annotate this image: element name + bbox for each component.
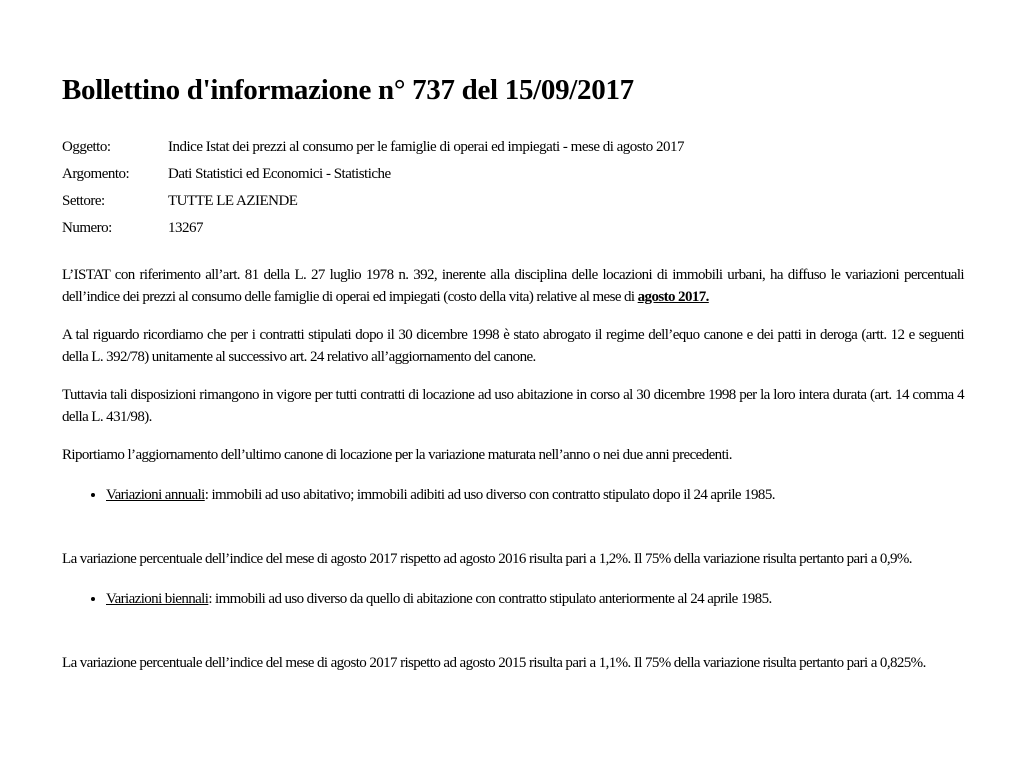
bullet-variazioni-biennali — [106, 588, 964, 610]
paragraph-text: La variazione percentuale dell’indice del mese di agosto 2017 rispetto ad agosto 2015 risulta pari a 1,1%. Il 75% della variazione risulta pertanto pari a 0,825%. — [62, 654, 926, 671]
paragraph-equo-canone — [62, 324, 964, 368]
bullet-list-biennali — [62, 588, 964, 610]
paragraph-istat-intro — [62, 264, 964, 308]
bullet-variazioni-annuali — [106, 484, 964, 506]
meta-value: Indice Istat dei prezzi al consumo per le famiglie di operai ed impiegati - mese di agosto 2017 — [168, 138, 685, 155]
meta-label: Settore: — [62, 192, 105, 209]
paragraph-variazione-annuale — [62, 548, 964, 570]
paragraph-text: Tuttavia tali disposizioni rimangono in vigore per tutti contratti di locazione ad uso abitazione in corso al 30 dicembre 1998 per la loro intera durata (art. 14 comma 4 della L. 431/98). — [62, 386, 964, 425]
page-title: Bollettino d'informazione n° 737 del 15/09/2017 — [62, 74, 634, 106]
meta-value: 13267 — [168, 219, 203, 236]
bullet-list-annuali — [62, 484, 964, 506]
paragraph-text: Riportiamo l’aggiornamento dell’ultimo canone di locazione per la variazione maturata nell’anno o nei due anni precedenti. — [62, 446, 732, 463]
bullet-term: Variazioni biennali — [106, 590, 209, 607]
meta-block — [62, 134, 964, 242]
paragraph-text: A tal riguardo ricordiamo che per i contratti stipulati dopo il 30 dicembre 1998 è stato abrogato il regime dell’equo canone e dei patti in deroga (artt. 12 e seguenti della L. 392/78) unitamente al successivo art. 24 relativo all’aggiornamento del canone. — [62, 326, 964, 365]
meta-label: Numero: — [62, 219, 112, 236]
paragraph-text: L’ISTAT con riferimento all’art. 81 della L. 27 luglio 1978 n. 392, inerente alla disciplina delle locazioni di immobili urbani, ha diffuso le variazioni percentuali dell’indice dei prezzi al consumo delle famiglie di operai ed impiegati (costo della vita) relative al mese di — [62, 266, 964, 305]
bullet-term: Variazioni annuali — [106, 486, 205, 503]
body-text — [62, 264, 964, 674]
paragraph-disposizioni — [62, 384, 964, 428]
highlight-agosto-2017: agosto 2017. — [637, 288, 709, 305]
meta-label: Argomento: — [62, 165, 130, 182]
meta-value: TUTTE LE AZIENDE — [168, 192, 298, 209]
bullet-text: : immobili ad uso diverso da quello di abitazione con contratto stipulato anteriormente al 24 aprile 1985. — [208, 590, 772, 607]
paragraph-text: La variazione percentuale dell’indice del mese di agosto 2017 rispetto ad agosto 2016 risulta pari a 1,2%. Il 75% della variazione risulta pertanto pari a 0,9%. — [62, 550, 912, 567]
meta-row-numero — [62, 215, 964, 242]
paragraph-variazione-biennale — [62, 652, 964, 674]
meta-row-oggetto — [62, 134, 964, 161]
meta-label: Oggetto: — [62, 138, 111, 155]
meta-row-settore — [62, 188, 964, 215]
meta-value: Dati Statistici ed Economici - Statistiche — [168, 165, 391, 182]
bullet-text: : immobili ad uso abitativo; immobili adibiti ad uso diverso con contratto stipulato dopo il 24 aprile 1985. — [204, 486, 775, 503]
paragraph-aggiornamento — [62, 444, 964, 466]
meta-row-argomento — [62, 161, 964, 188]
